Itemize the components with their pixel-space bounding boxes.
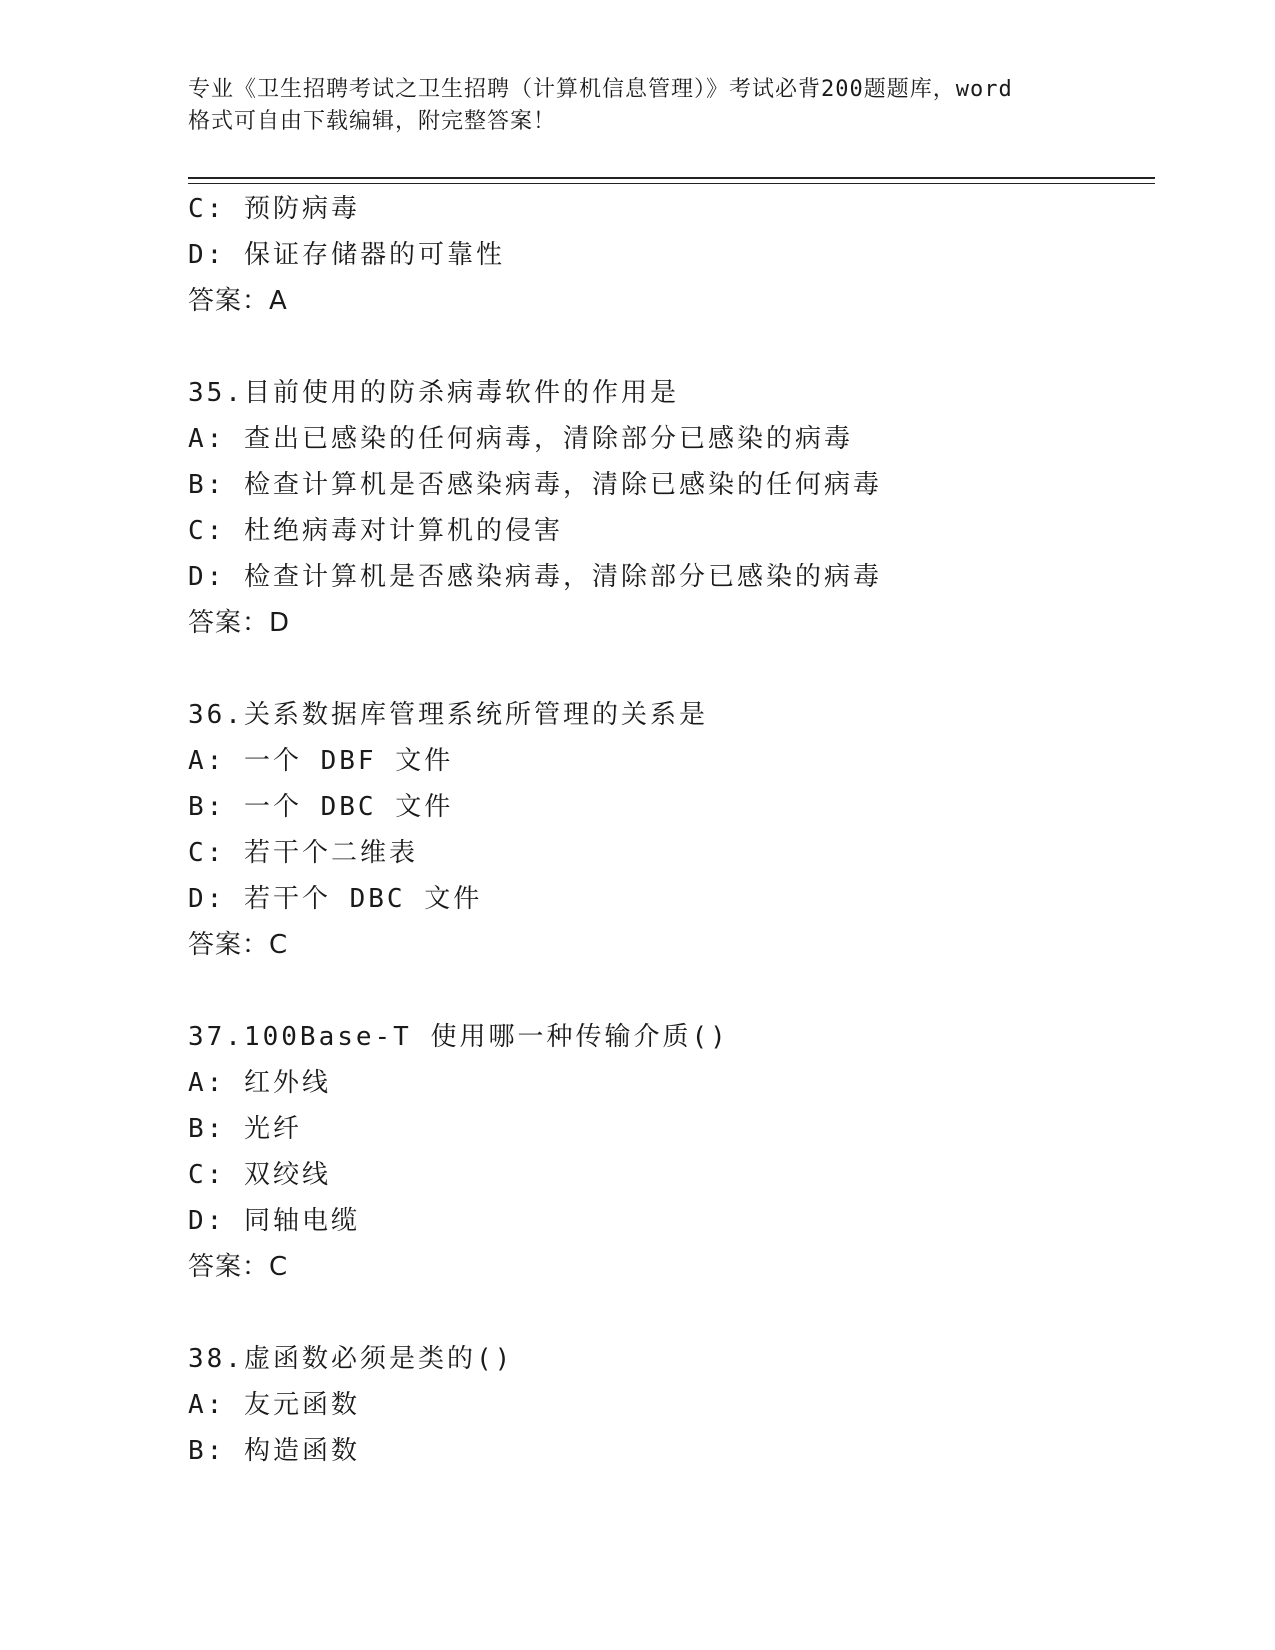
option-b: B: 一个 DBC 文件 xyxy=(188,792,454,822)
option-b: B: 光纤 xyxy=(188,1114,302,1144)
question-content xyxy=(188,186,1148,1474)
header-line-1: 专业《卫生招聘考试之卫生招聘（计算机信息管理）》考试必背200题题库，word xyxy=(188,77,1013,102)
option-a: A: 红外线 xyxy=(188,1068,331,1098)
option-c: C: 预防病毒 xyxy=(188,194,360,224)
option-a: A: 友元函数 xyxy=(188,1390,360,1420)
question-38 xyxy=(188,1336,1148,1474)
question-34-tail xyxy=(188,186,1148,324)
answer-line: 答案：A xyxy=(188,286,288,316)
option-d: D: 若干个 DBC 文件 xyxy=(188,884,483,914)
header-divider-thin xyxy=(188,183,1155,184)
option-b: B: 构造函数 xyxy=(188,1436,360,1466)
option-d: D: 同轴电缆 xyxy=(188,1206,360,1236)
question-text: 37.100Base-T 使用哪一种传输介质() xyxy=(188,1022,729,1052)
option-c: C: 双绞线 xyxy=(188,1160,331,1190)
option-a: A: 一个 DBF 文件 xyxy=(188,746,454,776)
answer-line: 答案：D xyxy=(188,608,291,638)
question-36 xyxy=(188,692,1148,968)
option-b: B: 检查计算机是否感染病毒，清除已感染的任何病毒 xyxy=(188,470,882,500)
question-37 xyxy=(188,1014,1148,1290)
question-text: 38.虚函数必须是类的() xyxy=(188,1344,514,1374)
header-line-2: 格式可自由下载编辑，附完整答案！ xyxy=(188,109,557,134)
header-divider-thick xyxy=(188,177,1155,179)
question-35 xyxy=(188,370,1148,646)
answer-line: 答案：C xyxy=(188,1252,289,1282)
question-text: 36.关系数据库管理系统所管理的关系是 xyxy=(188,700,708,730)
option-d: D: 保证存储器的可靠性 xyxy=(188,240,505,270)
option-c: C: 若干个二维表 xyxy=(188,838,418,868)
question-text: 35.目前使用的防杀病毒软件的作用是 xyxy=(188,378,679,408)
option-c: C: 杜绝病毒对计算机的侵害 xyxy=(188,516,563,546)
answer-line: 答案：C xyxy=(188,930,289,960)
option-d: D: 检查计算机是否感染病毒，清除部分已感染的病毒 xyxy=(188,562,882,592)
option-a: A: 查出已感染的任何病毒，清除部分已感染的病毒 xyxy=(188,424,853,454)
document-header xyxy=(188,74,1088,138)
